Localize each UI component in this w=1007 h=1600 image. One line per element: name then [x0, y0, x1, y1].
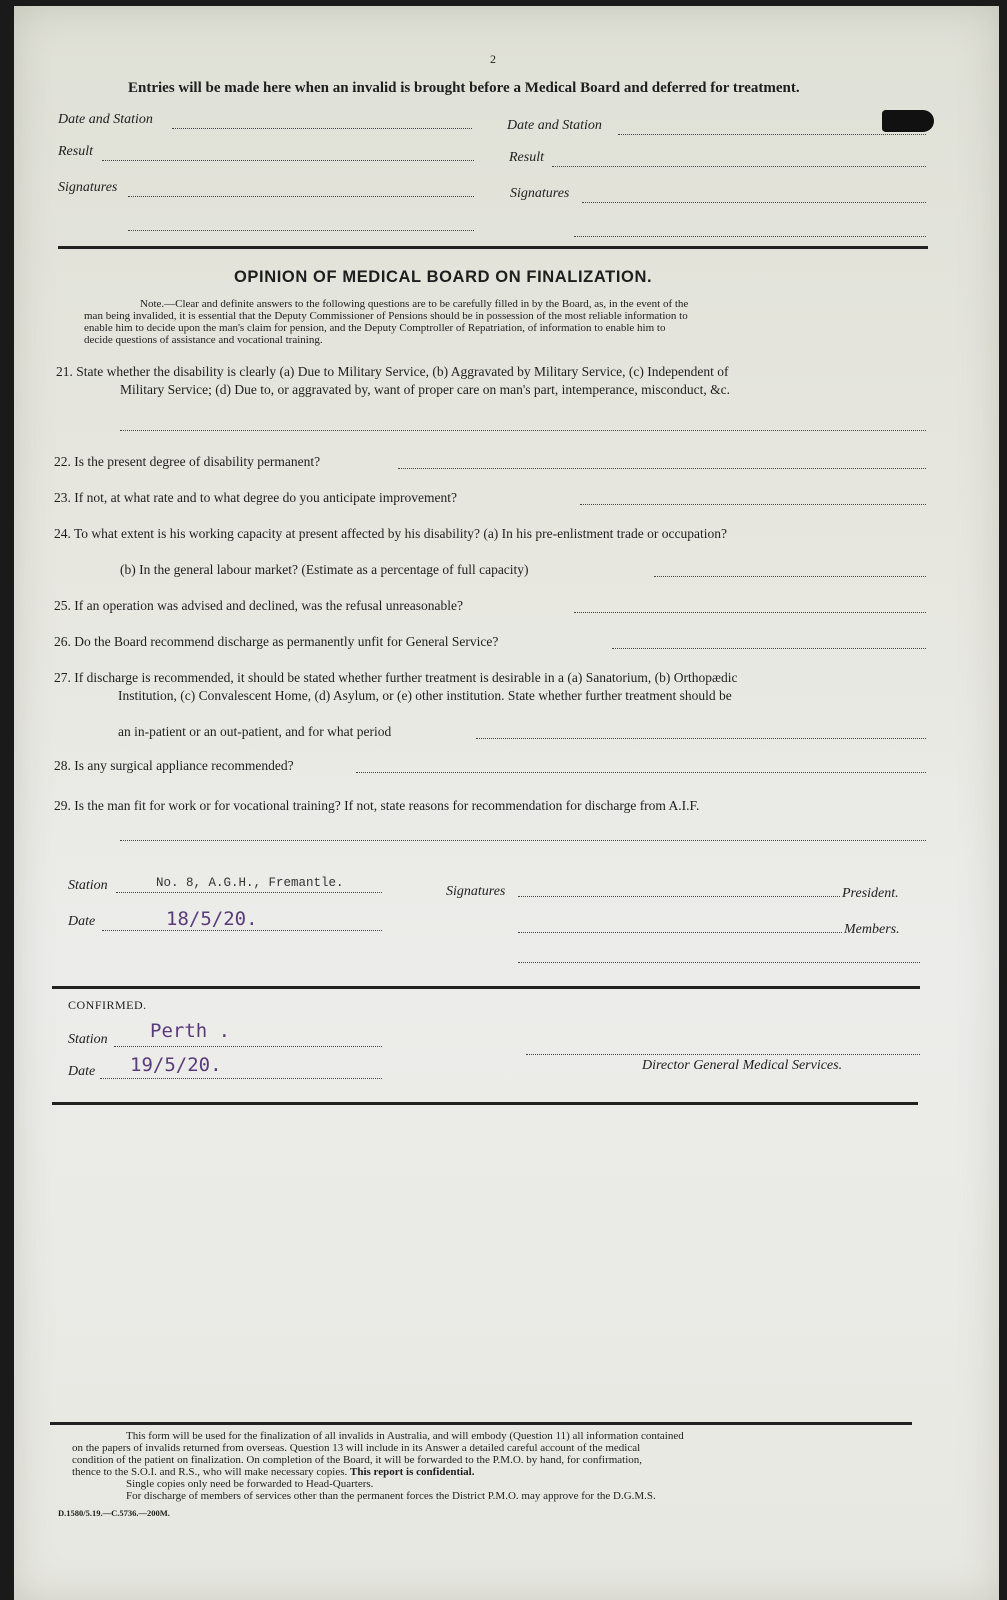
signatures-label-left: Signatures	[58, 180, 118, 195]
station-field[interactable]	[116, 892, 382, 893]
question-29: 29. Is the man fit for work or for vocational training? If not, state reasons for recommendation for discharge from A.I.F.	[54, 798, 700, 813]
ink-blot	[882, 110, 934, 132]
question-26: 26. Do the Board recommend discharge as permanently unfit for General Service?	[54, 634, 499, 649]
question-27-line-3: an in-patient or an out-patient, and for what period	[118, 724, 392, 739]
member-signature-field-1[interactable]	[518, 932, 842, 933]
answer-22-field[interactable]	[398, 468, 926, 469]
date-station-field-left[interactable]	[172, 128, 472, 129]
answer-27-field[interactable]	[476, 738, 926, 739]
note-line-4: decide questions of assistance and vocational training.	[84, 334, 323, 346]
question-23: 23. If not, at what rate and to what degree do you anticipate improvement?	[54, 490, 457, 505]
signatures-field-left[interactable]	[128, 196, 474, 197]
confirmed-date-label: Date	[68, 1064, 96, 1079]
footer-line-1: This form will be used for the finalization of all invalids in Australia, and will embody (Question 11) all information contained	[126, 1430, 684, 1442]
answer-25-field[interactable]	[574, 612, 926, 613]
station-label: Station	[68, 878, 108, 893]
confirmed-heading: CONFIRMED.	[68, 998, 147, 1012]
answer-28-field[interactable]	[356, 772, 926, 773]
members-label: Members.	[844, 922, 900, 937]
question-21-line-1: 21. State whether the disability is clearly (a) Due to Military Service, (b) Aggravated by Military Service, (c) Independent of	[56, 364, 729, 379]
confidential-notice: This report is confidential.	[350, 1466, 475, 1478]
page-number: 2	[490, 52, 496, 66]
date-label: Date	[68, 914, 96, 929]
board-divider	[52, 986, 920, 989]
signatures-field-right[interactable]	[582, 202, 926, 203]
question-27-line-1: 27. If discharge is recommended, it should be stated whether further treatment is desirable in a (a) Sanatorium, (b) Orthopædic	[54, 670, 738, 685]
confirmed-station-value: Perth .	[150, 1020, 231, 1042]
confirmed-divider	[52, 1102, 918, 1105]
confirmed-station-label: Station	[68, 1032, 108, 1047]
board-signatures-label: Signatures	[446, 884, 506, 899]
answer-21-field[interactable]	[120, 430, 926, 431]
question-28: 28. Is any surgical appliance recommended?	[54, 758, 294, 773]
discharge-note: For discharge of members of services other than the permanent forces the District P.M.O. may approve for the D.G.M.S.	[126, 1490, 656, 1502]
confirmed-station-field[interactable]	[114, 1046, 382, 1047]
date-station-label-left: Date and Station	[58, 112, 153, 127]
director-signature-field[interactable]	[526, 1054, 920, 1055]
form-page	[14, 6, 999, 1600]
footer-line-3: condition of the patient on finalization. On completion of the Board, it will be forwarded to the P.M.O. by hand, for confirmation,	[72, 1454, 643, 1466]
note-line-3: enable him to decide upon the man's claim for pension, and the Deputy Comptroller of Repatriation, of information to enable him to	[84, 322, 666, 334]
date-value: 18/5/20.	[166, 908, 258, 930]
answer-26-field[interactable]	[612, 648, 926, 649]
note-line-2: man being invalided, it is essential that the Deputy Commissioner of Pensions should be in possession of the most reliable information to	[84, 310, 688, 322]
finalization-title: OPINION OF MEDICAL BOARD ON FINALIZATION.	[234, 268, 653, 286]
finalization-note	[84, 298, 900, 346]
question-24-line-2: (b) In the general labour market? (Estimate as a percentage of full capacity)	[120, 562, 529, 577]
footer-line-2: on the papers of invalids returned from overseas. Question 13 will include in its Answer a detailed careful account of the medical	[72, 1442, 641, 1454]
question-27-line-2: Institution, (c) Convalescent Home, (d) Asylum, or (e) other institution. State whether further treatment should be	[118, 688, 732, 703]
question-21-line-2: Military Service; (d) Due to, or aggravated by, want of proper care on man's part, intemperance, misconduct, &c.	[120, 382, 730, 397]
result-label-left: Result	[58, 144, 93, 159]
answer-24-field[interactable]	[654, 576, 926, 577]
president-signature-field[interactable]	[518, 896, 840, 897]
question-24-line-1: 24. To what extent is his working capacity at present affected by his disability? (a) In his pre-enlistment trade or occupation?	[54, 526, 727, 541]
answer-29-field[interactable]	[120, 840, 926, 841]
question-22: 22. Is the present degree of disability permanent?	[54, 454, 321, 469]
footer-line-4: thence to the S.O.I. and R.S., who will make necessary copies.	[72, 1466, 348, 1478]
signatures-field-right-2[interactable]	[574, 236, 926, 237]
note-line-1: Note.—Clear and definite answers to the following questions are to be carefully filled in by the Board, as, in the event of the	[140, 298, 689, 310]
confirmed-date-value: 19/5/20.	[130, 1054, 222, 1076]
deferred-heading: Entries will be made here when an invalid is brought before a Medical Board and deferred for treatment.	[128, 80, 800, 96]
member-signature-field-2[interactable]	[518, 962, 920, 963]
footer-divider	[50, 1422, 912, 1425]
footer-note	[72, 1430, 894, 1502]
result-field-left[interactable]	[102, 160, 474, 161]
date-field[interactable]	[102, 930, 382, 931]
result-field-right[interactable]	[552, 166, 926, 167]
single-copies-note: Single copies only need be forwarded to Head-Quarters.	[126, 1478, 374, 1490]
result-label-right: Result	[509, 150, 544, 165]
question-25: 25. If an operation was advised and declined, was the refusal unreasonable?	[54, 598, 463, 613]
president-label: President.	[842, 886, 899, 901]
station-value: No. 8, A.G.H., Fremantle.	[156, 876, 344, 890]
answer-23-field[interactable]	[580, 504, 926, 505]
form-code: D.1580/5.19.—C.5736.—200M.	[58, 1508, 170, 1518]
director-label: Director General Medical Services.	[642, 1058, 843, 1073]
date-station-label-right: Date and Station	[507, 118, 602, 133]
signatures-label-right: Signatures	[510, 186, 570, 201]
section-divider	[58, 246, 928, 249]
confirmed-date-field[interactable]	[100, 1078, 382, 1079]
date-station-field-right[interactable]	[618, 134, 926, 135]
signatures-field-left-2[interactable]	[128, 230, 474, 231]
